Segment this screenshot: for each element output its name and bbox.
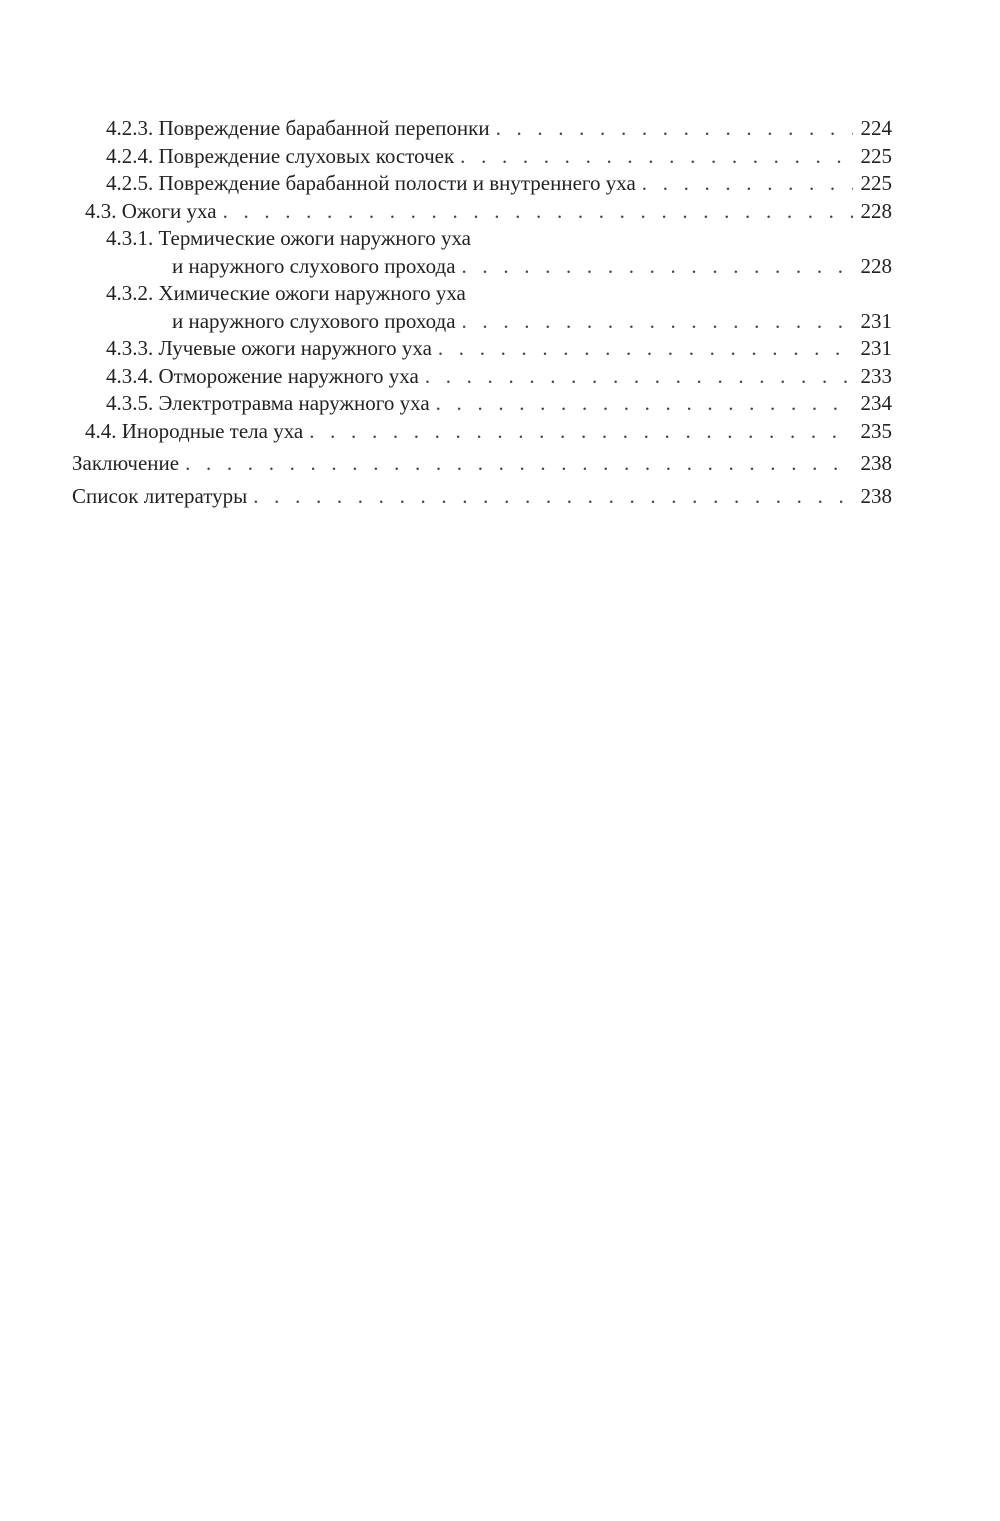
toc-entry-title: 4.3.4. Отморожение наружного уха — [106, 363, 419, 388]
toc-entry-number: 4.3.3. — [106, 336, 154, 360]
toc-entry-title: 4.4. Инородные тела уха — [85, 418, 304, 443]
toc-entry-title: 4.3.3. Лучевые ожоги наружного уха — [106, 336, 432, 360]
toc-entry — [72, 335, 892, 363]
toc-entry-number: 4.4. — [85, 418, 117, 443]
dot-leader — [436, 390, 853, 418]
toc-entry — [72, 143, 892, 171]
toc-entry-number: 4.3.5. — [106, 391, 154, 415]
toc-entry-number: 4.3.4. — [106, 363, 154, 388]
dot-leader — [462, 308, 853, 336]
toc-entry-page: 231 — [860, 308, 892, 333]
toc-entry-page: 238 — [860, 451, 892, 475]
toc-entry — [72, 115, 892, 143]
toc-entry — [72, 363, 892, 391]
dot-leader — [438, 335, 853, 363]
toc-entry-conclusion — [72, 450, 892, 478]
toc-entry — [72, 390, 892, 418]
toc-entry-page: 225 — [860, 171, 892, 195]
dot-leader — [496, 115, 853, 143]
toc-entry-page: 228 — [860, 198, 892, 223]
toc-entry-title: 4.2.4. Повреждение слуховых косточек — [106, 143, 455, 168]
toc-entry-page: 225 — [860, 143, 892, 168]
dot-leader — [253, 483, 852, 511]
toc-entry-title: 4.3.2. Химические ожоги наружного уха — [106, 281, 466, 305]
toc-entry-number: 4.2.5. — [106, 171, 154, 195]
toc-entry-number: 4.3.1. — [106, 226, 154, 250]
dot-leader — [460, 143, 852, 171]
toc-entry-page: 233 — [860, 363, 892, 388]
toc-entry-page: 231 — [860, 336, 892, 360]
toc-entry-title: Заключение — [72, 451, 180, 475]
toc-entry-title: Список литературы — [72, 483, 248, 508]
toc-entry-number: 4.2.3. — [106, 116, 154, 140]
toc-entry-title: 4.2.5. Повреждение барабанной полости и внутреннего уха — [106, 171, 636, 195]
dot-leader — [462, 253, 853, 281]
toc-entry — [72, 170, 892, 198]
toc-entry-title: 4.3.1. Термические ожоги наружного уха — [106, 226, 471, 250]
toc-entry-page: 228 — [860, 253, 892, 278]
toc-entry-title-continuation: и наружного слухового прохода — [172, 308, 456, 333]
toc-entry-number: 4.3.2. — [106, 281, 154, 305]
toc-entry-continuation — [72, 308, 892, 336]
toc-entry-page: 224 — [860, 116, 892, 140]
dot-leader — [425, 363, 853, 391]
toc-entry-page: 238 — [860, 483, 892, 508]
toc-entry-title: 4.3.5. Электротравма наружного уха — [106, 391, 430, 415]
toc-entry-title-continuation: и наружного слухового прохода — [172, 253, 456, 278]
dot-leader — [185, 450, 852, 478]
toc-entry-references — [72, 483, 892, 511]
dot-leader — [309, 418, 852, 446]
toc-entry — [72, 418, 892, 446]
table-of-contents — [72, 115, 892, 510]
toc-entry-title: 4.2.3. Повреждение барабанной перепонки — [106, 116, 490, 140]
toc-entry-page: 235 — [860, 418, 892, 443]
dot-leader — [642, 170, 853, 198]
toc-entry-first-line — [72, 225, 892, 253]
toc-entry-first-line — [72, 280, 892, 308]
toc-entry-continuation — [72, 253, 892, 281]
toc-entry — [72, 198, 892, 226]
toc-entry-page: 234 — [860, 391, 892, 415]
dot-leader — [223, 198, 853, 226]
toc-entry-title: 4.3. Ожоги уха — [85, 198, 217, 223]
toc-entry-number: 4.2.4. — [106, 143, 154, 168]
toc-entry-number: 4.3. — [85, 198, 117, 223]
